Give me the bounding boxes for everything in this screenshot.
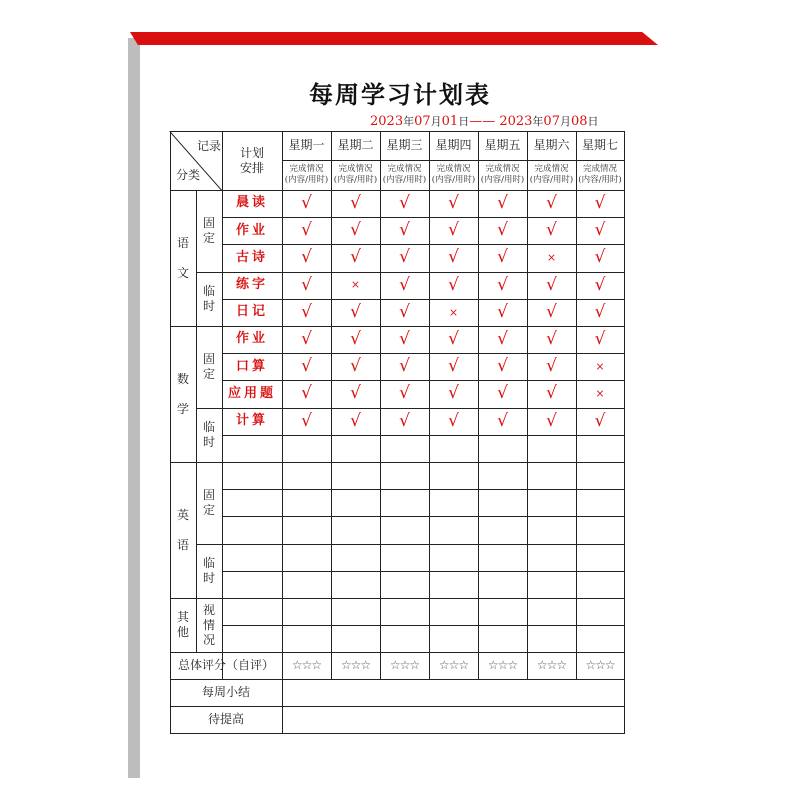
group-label: 固 定 (202, 215, 215, 245)
row-line (222, 435, 625, 436)
task-label: 作业 (235, 222, 268, 238)
check-mark: √ (301, 328, 312, 349)
group-label: 临 时 (202, 283, 215, 313)
check-mark: √ (594, 274, 606, 295)
weekly-summary-label: 每周小结 (201, 684, 250, 699)
row-line (222, 516, 625, 517)
check-mark: √ (546, 192, 557, 213)
task-label: 晨读 (235, 195, 268, 211)
row-line (222, 625, 625, 626)
check-mark: √ (301, 410, 312, 431)
cross-mark: × (595, 359, 605, 373)
status-subheader-6: 完成情况 (内容/用时) (529, 164, 574, 185)
task-label: 古诗 (235, 249, 268, 265)
check-mark: √ (594, 192, 606, 213)
date-end-year: 2023 (499, 114, 533, 129)
check-mark: √ (301, 192, 312, 213)
rating-stars-6: ☆☆☆ (536, 658, 567, 673)
check-mark: √ (448, 274, 459, 295)
check-mark: √ (594, 247, 606, 268)
row-line (222, 544, 625, 545)
check-mark: √ (546, 356, 557, 377)
check-mark: √ (448, 220, 459, 241)
check-mark: √ (497, 356, 508, 377)
check-mark: √ (546, 383, 557, 404)
day-header-7: 星期七 (581, 138, 618, 152)
subject-label: 英 语 (176, 507, 189, 552)
status-subheader-3: 完成情况 (内容/用时) (382, 164, 427, 185)
date-range (370, 113, 599, 129)
group-label: 临 时 (202, 419, 215, 449)
date-end-day: 08 (570, 114, 588, 129)
table-right-border (624, 131, 625, 733)
check-mark: √ (350, 220, 361, 241)
check-mark: √ (399, 192, 410, 213)
rating-label: 总体评分（自评） (177, 658, 274, 673)
task-label: 计算 (235, 413, 268, 429)
rating-stars-1: ☆☆☆ (291, 658, 322, 673)
day-header-3: 星期三 (386, 138, 423, 152)
check-mark: √ (399, 301, 410, 322)
check-mark: √ (497, 192, 508, 213)
date-start-month: 07 (414, 114, 431, 129)
date-start-year-unit: 年 (403, 115, 415, 128)
row-line (222, 489, 625, 490)
day-header-4: 星期四 (435, 138, 472, 152)
corner-record-label: 记录 (196, 138, 221, 153)
task-label: 应用题 (227, 385, 276, 401)
to-improve-label: 待提高 (207, 711, 244, 726)
check-mark: √ (301, 247, 312, 268)
check-mark: √ (594, 301, 606, 322)
check-mark: √ (350, 301, 361, 322)
group-label: 固 定 (202, 487, 215, 517)
check-mark: √ (546, 301, 557, 322)
check-mark: √ (301, 383, 312, 404)
status-subheader-1: 完成情况 (内容/用时) (284, 164, 329, 185)
rating-stars-7: ☆☆☆ (585, 658, 615, 673)
check-mark: √ (399, 274, 410, 295)
check-mark: √ (497, 410, 508, 431)
check-mark: √ (497, 301, 508, 322)
task-label: 练字 (235, 277, 268, 293)
check-mark: √ (546, 328, 557, 349)
page-title: 每周学习计划表 (309, 80, 491, 109)
date-end-day-unit: 日 (587, 115, 599, 128)
check-mark: √ (497, 274, 508, 295)
check-mark: √ (301, 301, 312, 322)
date-end-year-unit: 年 (532, 115, 544, 128)
check-mark: √ (448, 328, 459, 349)
subject-divider-line (196, 190, 197, 326)
date-start-year: 2023 (370, 114, 404, 129)
date-end-month: 07 (543, 114, 560, 129)
cross-mark: × (595, 387, 605, 401)
task-label: 日记 (235, 304, 268, 320)
check-mark: √ (546, 274, 557, 295)
task-label: 口算 (235, 358, 268, 374)
check-mark: √ (546, 410, 557, 431)
check-mark: √ (594, 220, 606, 241)
check-mark: √ (399, 410, 410, 431)
check-mark: √ (497, 220, 508, 241)
status-subheader-5: 完成情况 (内容/用时) (480, 164, 525, 185)
check-mark: √ (448, 410, 459, 431)
check-mark: √ (448, 356, 459, 377)
day-header-2: 星期二 (337, 138, 374, 152)
check-mark: √ (448, 383, 459, 404)
check-mark: √ (448, 247, 459, 268)
cross-mark: × (350, 278, 361, 292)
rating-stars-5: ☆☆☆ (487, 658, 518, 673)
row-line (222, 571, 625, 572)
cross-mark: × (448, 305, 459, 319)
subject-label: 语 文 (176, 235, 189, 280)
group-label: 视 情 况 (202, 602, 215, 647)
rating-stars-4: ☆☆☆ (438, 658, 469, 673)
check-mark: √ (399, 220, 410, 241)
check-mark: √ (497, 328, 508, 349)
check-mark: √ (350, 247, 361, 268)
subject-divider-line (196, 462, 197, 598)
paper-edge-shadow (128, 38, 140, 778)
check-mark: √ (594, 410, 606, 431)
status-subheader-2: 完成情况 (内容/用时) (333, 164, 378, 185)
check-mark: √ (497, 247, 508, 268)
check-mark: √ (301, 274, 312, 295)
task-label: 作业 (235, 331, 268, 347)
check-mark: √ (350, 410, 361, 431)
top-red-bar (130, 32, 658, 45)
check-mark: √ (399, 328, 410, 349)
check-mark: √ (350, 356, 361, 377)
subject-label: 其 他 (176, 610, 189, 640)
subject-divider-line (196, 326, 197, 462)
group-label: 临 时 (202, 555, 215, 585)
check-mark: √ (350, 328, 361, 349)
check-mark: √ (301, 356, 312, 377)
table-bottom-border (170, 733, 625, 734)
corner-category-label: 分类 (175, 167, 200, 182)
check-mark: √ (399, 247, 410, 268)
plan-header-label: 计划 安排 (239, 145, 264, 175)
subject-label: 数 学 (176, 371, 189, 416)
date-start-day: 01 (441, 114, 459, 129)
status-subheader-7: 完成情况 (内容/用时) (578, 164, 622, 185)
date-start-month-unit: 月 (430, 115, 442, 128)
check-mark: √ (594, 328, 606, 349)
check-mark: √ (448, 192, 459, 213)
check-mark: √ (350, 383, 361, 404)
date-start-day-unit: 日 (458, 115, 470, 128)
subject-divider-line (196, 598, 197, 652)
status-subheader-4: 完成情况 (内容/用时) (431, 164, 476, 185)
check-mark: √ (350, 192, 361, 213)
cross-mark: × (546, 251, 557, 265)
date-separator: —— (469, 114, 496, 129)
day-header-6: 星期六 (533, 138, 570, 152)
rating-stars-3: ☆☆☆ (389, 658, 420, 673)
check-mark: √ (546, 220, 557, 241)
row-line (222, 462, 625, 463)
row-line (222, 598, 625, 599)
day-header-5: 星期五 (484, 138, 521, 152)
rating-stars-2: ☆☆☆ (340, 658, 371, 673)
day-header-1: 星期一 (288, 138, 325, 152)
check-mark: √ (399, 383, 410, 404)
date-end-month-unit: 月 (559, 115, 571, 128)
group-label: 固 定 (202, 351, 215, 381)
check-mark: √ (301, 220, 312, 241)
check-mark: √ (399, 356, 410, 377)
check-mark: √ (497, 383, 508, 404)
